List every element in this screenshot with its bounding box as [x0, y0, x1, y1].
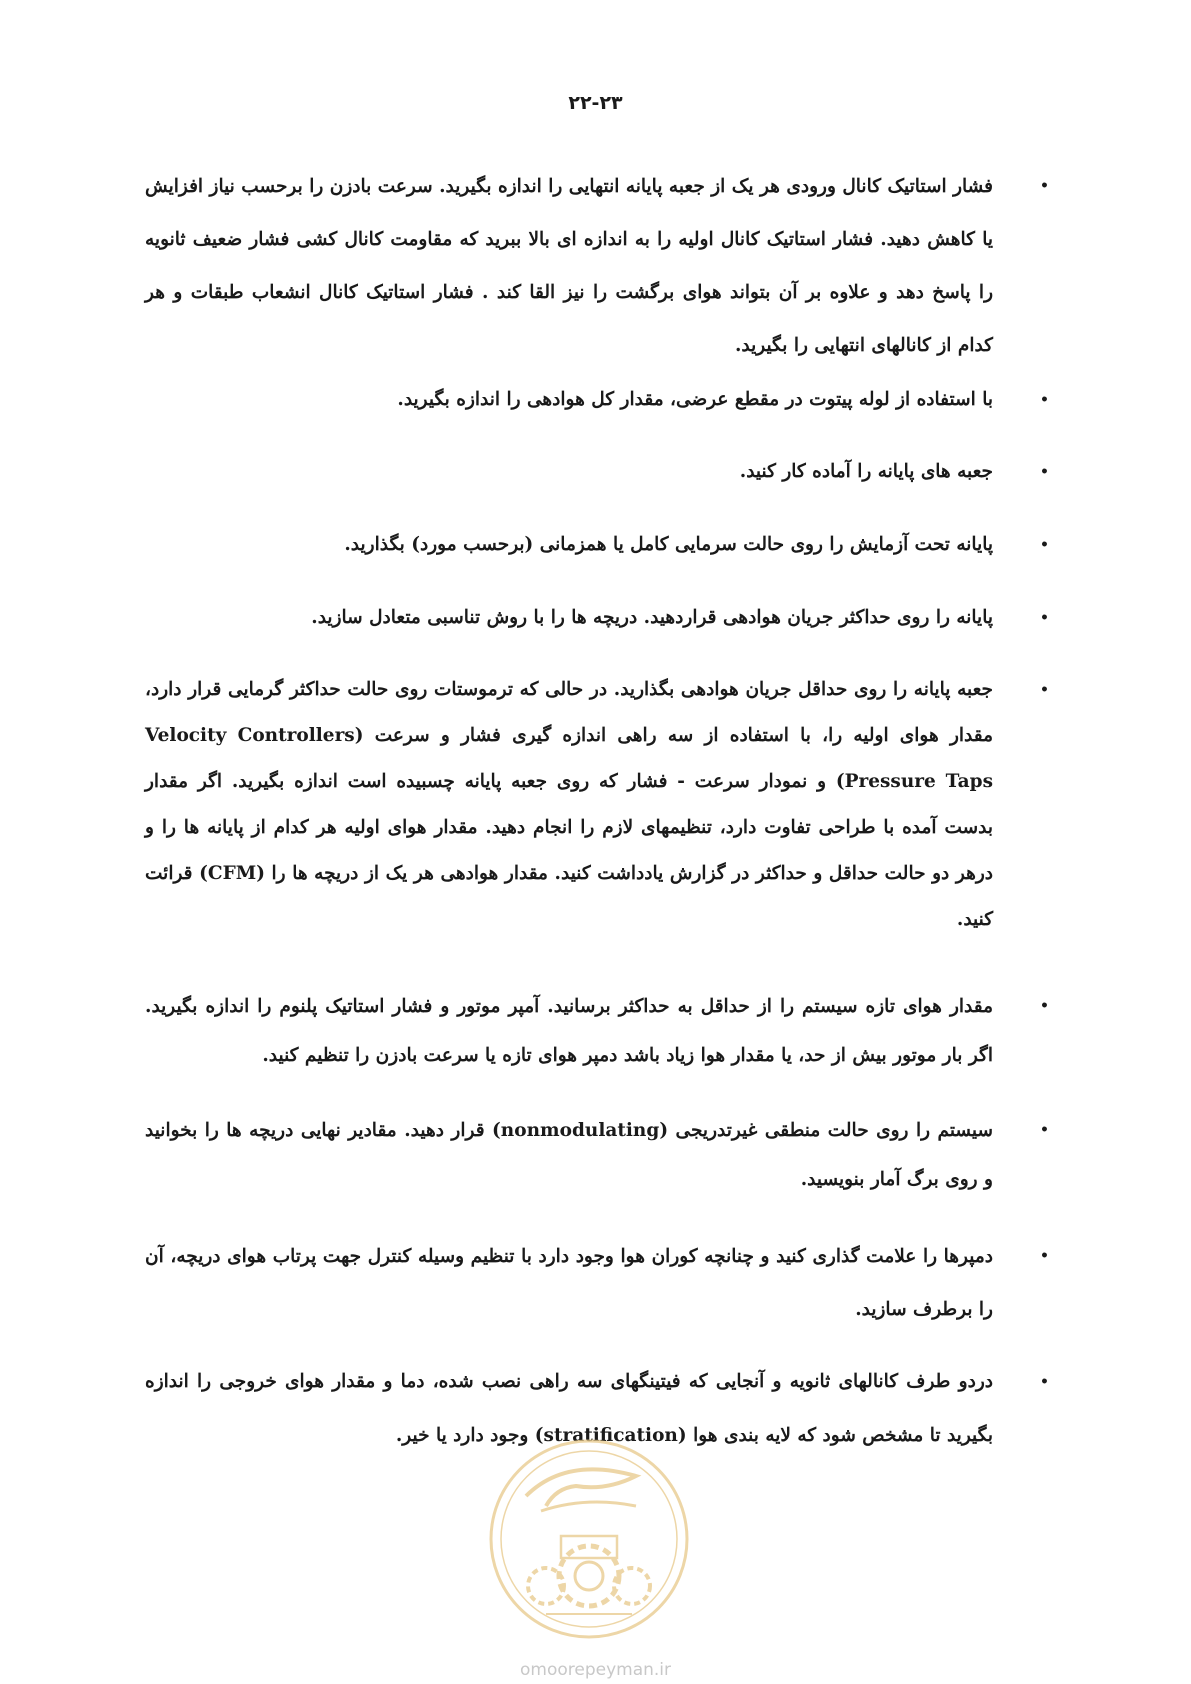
- watermark-url: omoorepeyman.ir: [519, 1660, 672, 1680]
- list-item: • دردو طرف کانالهای ثانویه و آنجایی که فیتینگهای سه راهی نصب شده، دما و مقدار هوای خروجی را اندازه بگیرید تا مشخص شود که لایه بندی هوا (stratification) وجود دارد یا خیر.: [145, 1355, 1057, 1463]
- list-item: • دمپرها را علامت گذاری کنید و چنانچه کوران هوا وجود دارد با تنظیم وسیله کنترل جهت پرتاب هوای دریچه، آن را برطرف سازید.: [145, 1230, 1057, 1336]
- list-item: • جعبه های پایانه را آماده کار کنید.: [145, 452, 1057, 492]
- list-item: • فشار استاتیک کانال ورودی هر یک از جعبه پایانه انتهایی را اندازه بگیرید. سرعت بادزن را برحسب نیاز افزایش یا کاهش دهید. فشار استاتیک کانال اولیه را به اندازه ای بالا ببرید که مقاومت کانال کشی فشار ضعیف ثانویه را پاسخ دهد و علاوه بر آن بتواند هوای برگشت را نیز القا کند . فشار استاتیک کانال انشعاب طبقات و هر کدام از کانالهای انتهایی را بگیرید.: [145, 160, 1057, 372]
- list-item: • سیستم را روی حالت منطقی غیرتدریجی (nonmodulating) قرار دهید. مقادیر نهایی دریچه ها را بخوانید و روی برگ آمار بنویسید.: [145, 1106, 1057, 1204]
- list-item: • با استفاده از لوله پیتوت در مقطع عرضی، مقدار کل هوادهی را اندازه بگیرید.: [145, 380, 1057, 420]
- page-number: ۲۲-۲۳: [568, 92, 623, 114]
- list-item: • جعبه پایانه را روی حداقل جریان هوادهی بگذارید. در حالی که ترموستات روی حالت حداکثر گرمایی قرار دارد، مقدار هوای اولیه را، با استفاده از سه راهی اندازه گیری فشار و سرعت (Velocity Controllers Pressure Taps) و نمودار سرعت - فشار که روی جعبه پایانه چسبیده است اندازه بگیرید. اگر مقدار بدست آمده با طراحی تفاوت دارد، تنظیمهای لازم را انجام دهید. مقدار هوای اولیه هر کدام از پایانه ها را و درهر دو حالت حداقل و حداکثر در گزارش یادداشت کنید. مقدار هوادهی هر یک از دریچه ها را (CFM) قرائت کنید.: [145, 667, 1057, 943]
- watermark-seal-icon: [486, 1436, 692, 1642]
- list-item: • پایانه را روی حداکثر جریان هوادهی قراردهید. دریچه ها را با روش تناسبی متعادل سازید.: [145, 598, 1057, 638]
- list-item: • مقدار هوای تازه سیستم را از حداقل به حداکثر برسانید. آمپر موتور و فشار استاتیک پلنوم را اندازه بگیرید. اگر بار موتور بیش از حد، یا مقدار هوا زیاد باشد دمپر هوای تازه یا سرعت بادزن را تنظیم کنید.: [145, 982, 1057, 1080]
- list-item: • پایانه تحت آزمایش را روی حالت سرمایی کامل یا همزمانی (برحسب مورد) بگذارید.: [145, 525, 1057, 565]
